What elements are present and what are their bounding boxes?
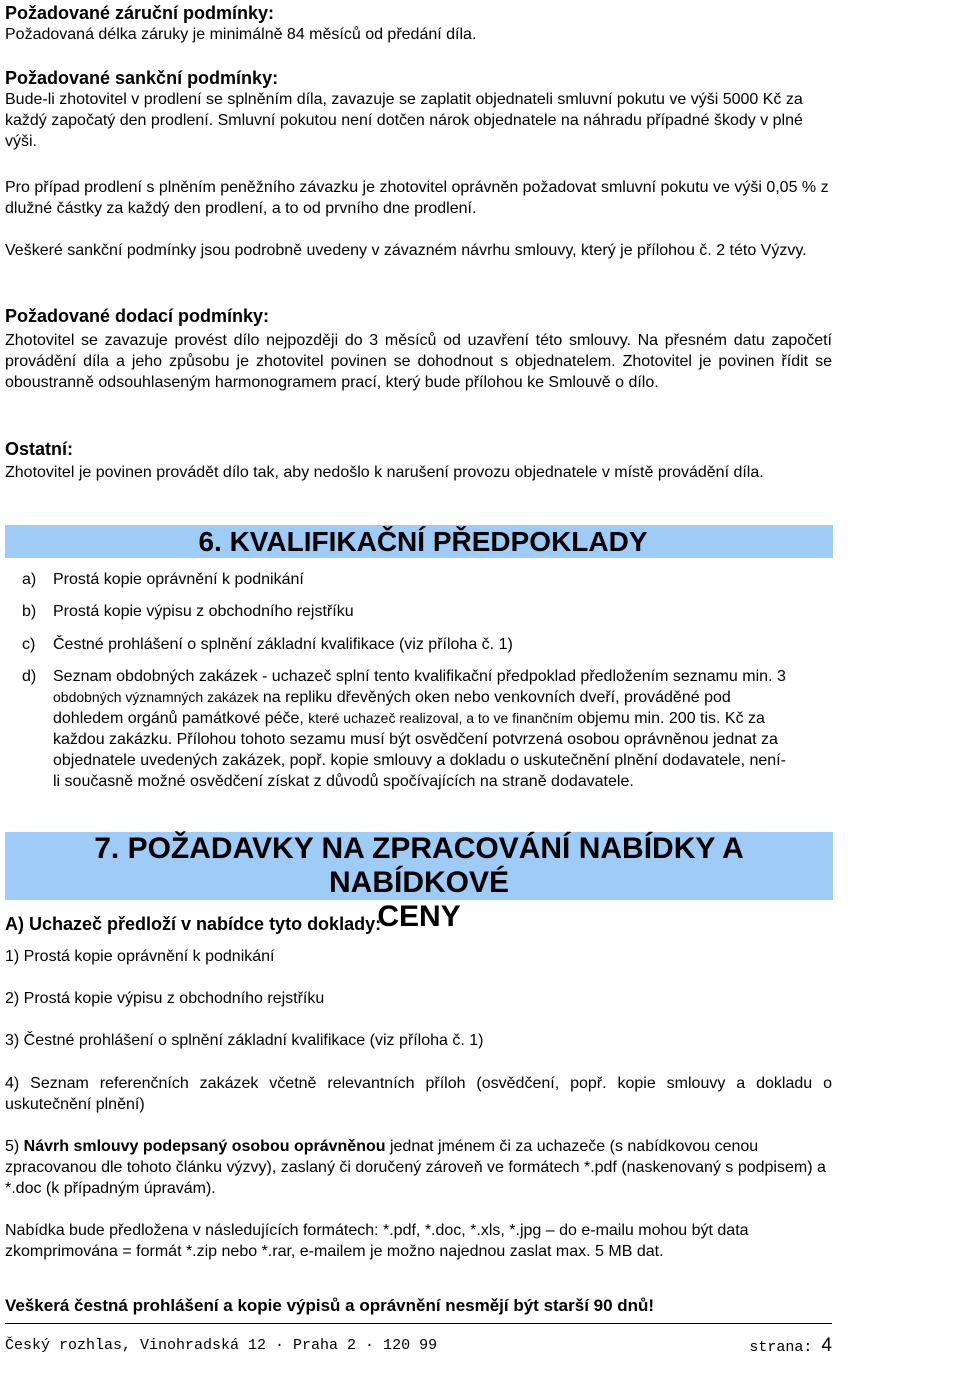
- note-block: [5, 1295, 832, 1317]
- sanctions-heading: Požadované sankční podmínky:: [5, 68, 279, 88]
- sanctions-paragraph-1: Bude-li zhotovitel v prodlení se splněním díla, zavazuje se zaplatit objednateli smluvní pokutu ve výši 5000 Kč za každý započatý den prodlení. Smluvní pokutou není dotčen nárok objednatele na náhradu případné škody v plné výši.: [5, 91, 803, 150]
- doc-item-2: [5, 988, 832, 1009]
- footer-address: Český rozhlas, Vinohradská 12 · Praha 2 · 120 99: [5, 1337, 438, 1354]
- list-item-b: [22, 601, 832, 622]
- note-text: Veškerá čestná prohlášení a kopie výpisů a oprávnění nesmějí být starší 90 dnů!: [5, 1296, 655, 1315]
- doc-item-1-text: 1) Prostá kopie oprávnění k podnikání: [5, 948, 275, 965]
- sanctions-section: [5, 67, 832, 152]
- other-section: [5, 438, 832, 483]
- list-label: b): [22, 603, 37, 620]
- list-text: Prostá kopie výpisu z obchodního rejstříku: [53, 603, 354, 620]
- doc-item-4-text: 4) Seznam referenčních zakázek včetně relevantních příloh (osvědčení, popř. kopie smlouvy a dokladu o uskutečnění plnění): [5, 1075, 832, 1113]
- footer-page-label: strana:: [749, 1339, 822, 1356]
- sanctions-paragraph-2: Pro případ prodlení s plněním peněžního závazku je zhotovitel oprávněn požadovat smluvní pokutu ve výši 0,05 % z dlužné částky za každý den prodlení, a to od prvního dne prodlení.: [5, 179, 829, 217]
- sanctions-paragraph-3: Veškeré sankční podmínky jsou podrobně uvedeny v závazném návrhu smlouvy, který je přílohou č. 2 této Výzvy.: [5, 242, 807, 259]
- other-heading: Ostatní:: [5, 439, 74, 459]
- item-d-text-4: které uchazeč realizoval, a to ve finančním: [308, 710, 573, 726]
- section-6-title: 6. KVALIFIKAČNÍ PŘEDPOKLADY: [198, 526, 648, 557]
- list-item-d: [22, 666, 832, 792]
- list-label: c): [22, 636, 36, 653]
- section-7-title-line-1: 7. POŽADAVKY NA ZPRACOVÁNÍ NABÍDKY A NABÍDKOVÉ: [94, 832, 744, 899]
- doc-item-5-bold: Návrh smlouvy podepsaný osobou oprávněnou: [23, 1138, 386, 1155]
- doc-item-1: [5, 946, 832, 967]
- footer-page-number: 4: [821, 1335, 832, 1356]
- delivery-text: Zhotovitel se zavazuje provést dílo nejpozději do 3 měsíců od uzavření této smlouvy. Na přesném datu započetí provádění díla a jeho způsobu je zhotovitel povinen se dohodnout s objednatelem. Zhotovitel je povinen řídit se oboustranně odsouhlaseným harmonogramem prací, který bude přílohou ke Smlouvě o dílo.: [5, 332, 832, 391]
- delivery-heading: Požadované dodací podmínky:: [5, 306, 270, 326]
- section-7-subheading: A) Uchazeč předloží v nabídce tyto doklady:: [5, 914, 382, 934]
- item-d-text-3: na repliku dřevěných oken nebo venkovních dveří, prováděné pod dohledem orgánů památkové péče,: [53, 689, 731, 727]
- warranty-section: [5, 2, 832, 45]
- section-7-subheading-block: [5, 913, 832, 935]
- doc-item-5-prefix: 5): [5, 1138, 24, 1155]
- list-item-c: [22, 634, 832, 655]
- list-text: Prostá kopie oprávnění k podnikání: [53, 571, 304, 588]
- sanctions-paragraph-2-block: [5, 177, 832, 219]
- doc-item-5: [5, 1136, 832, 1199]
- formats-paragraph: Nabídka bude předložena v následujících formátech: *.pdf, *.doc, *.xls, *.jpg – do e-mailu mohou být data zkomprimována = formát *.zip nebo *.rar, e-mailem je možno najednou zaslat max. 5 MB dat.: [5, 1222, 749, 1260]
- doc-item-3-text: 3) Čestné prohlášení o splnění základní kvalifikace (viz příloha č. 1): [5, 1032, 484, 1049]
- delivery-section: [5, 305, 832, 393]
- other-text: Zhotovitel je povinen provádět dílo tak, aby nedošlo k narušení provozu objednatele v místě provádění díla.: [5, 464, 764, 481]
- section-7-title-line-2: CENY: [377, 900, 461, 933]
- doc-item-5-text: [5, 1136, 832, 1199]
- doc-item-4: [5, 1073, 832, 1115]
- item-d-text-5: objemu min. 200 tis. Kč za každou zakázku. Přílohou tohoto sezamu musí být osvědčení potvrzená osobou oprávněnou jednat za objednatele uvedených zakázek, popř. kopie smlouvy a dokladu o uskutečnění plnění dodavatele, není-li současně možné osvědčení získat z důvodů spočívajících na straně dodavatele.: [53, 710, 786, 790]
- footer-divider: [5, 1323, 832, 1324]
- item-d-text-2: obdobných významných zakázek: [53, 689, 259, 705]
- list-label: a): [22, 571, 37, 588]
- formats-paragraph-block: [5, 1220, 832, 1262]
- item-d-text-1: Seznam obdobných zakázek - uchazeč splní tento kvalifikační předpoklad předložením seznamu min. 3: [53, 668, 786, 685]
- doc-item-5-rest: jednat jménem či za uchazeče (s nabídkovou cenou zpracovanou dle tohoto článku výzvy), zaslaný či doručený zároveň ve formátech *.pdf (naskenovaný s podpisem) a *.doc (k případným úpravám).: [5, 1138, 826, 1197]
- warranty-text: Požadovaná délka záruky je minimálně 84 měsíců od předání díla.: [5, 26, 477, 43]
- doc-item-2-text: 2) Prostá kopie výpisu z obchodního rejstříku: [5, 990, 325, 1007]
- section-6-header-bar: [5, 525, 833, 558]
- sanctions-paragraph-3-block: [5, 240, 832, 261]
- footer: [5, 1336, 832, 1356]
- list-label: d): [22, 668, 37, 685]
- list-item-a: [22, 569, 832, 590]
- list-text: [53, 666, 793, 792]
- warranty-heading: Požadované záruční podmínky:: [5, 3, 275, 23]
- doc-item-3: [5, 1030, 832, 1051]
- footer-page: [749, 1336, 832, 1358]
- list-text: Čestné prohlášení o splnění základní kvalifikace (viz příloha č. 1): [53, 636, 513, 653]
